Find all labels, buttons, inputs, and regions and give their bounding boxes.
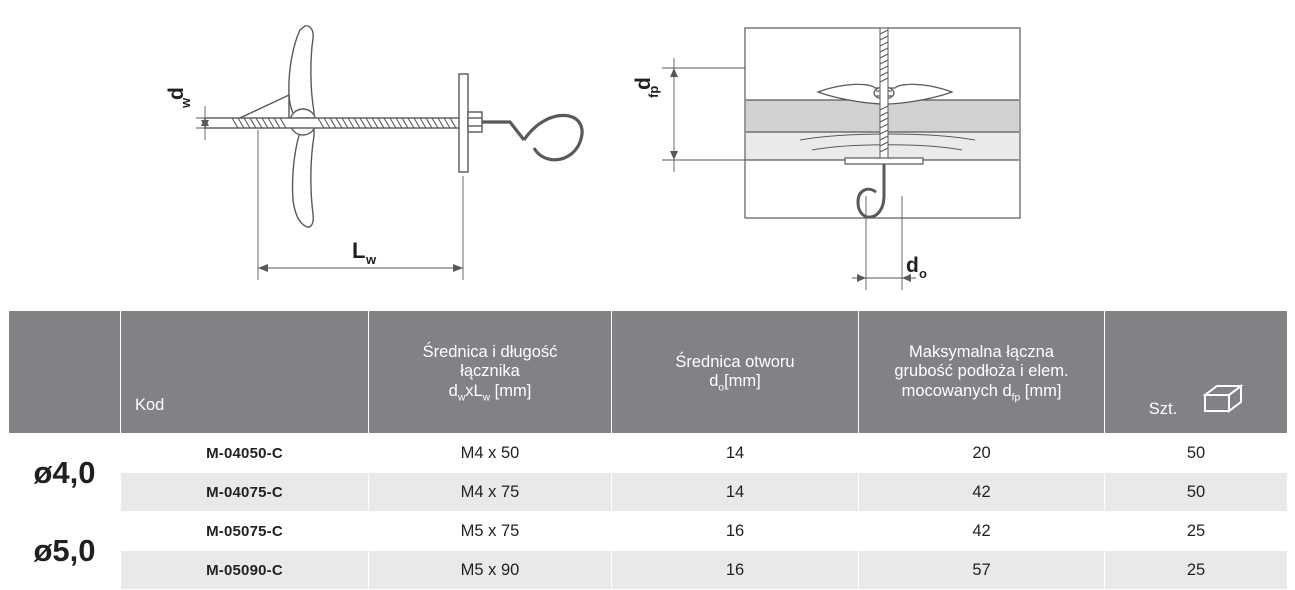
cell-hole-diameter-4: 16 [612, 551, 859, 590]
cell-quantity-4: 25 [1105, 551, 1288, 590]
cell-size-1: ø4,0 [9, 434, 121, 512]
header-size [9, 311, 121, 434]
svg-text:d: d [165, 87, 188, 100]
cell-diameter-length-3: M5 x 75 [369, 512, 612, 551]
header-hd-line2 [612, 372, 858, 394]
cell-hole-diameter-3: 16 [612, 512, 859, 551]
table-row [9, 551, 1288, 590]
header-hd-line1: Średnica otworu [675, 352, 795, 371]
svg-text:o: o [919, 266, 927, 281]
cell-max-thickness-3: 42 [859, 512, 1105, 551]
hook-shank [482, 122, 524, 140]
svg-text:d: d [632, 77, 655, 90]
svg-text:w: w [178, 97, 193, 108]
cell-size-2: ø5,0 [9, 512, 121, 590]
table-header-row [9, 311, 1288, 434]
open-hook [524, 115, 582, 159]
right-view-group [662, 28, 1020, 290]
hex-nut [468, 112, 482, 132]
label-dfp [632, 77, 661, 98]
header-hd-pre: d [709, 372, 719, 390]
table-header [9, 311, 1288, 434]
label-do [906, 254, 927, 281]
cell-hole-diameter-1: 14 [612, 434, 859, 473]
header-quantity-label: Szt. [1148, 399, 1178, 418]
cell-kod-2: M-04075-C [121, 473, 369, 512]
cell-diameter-length-4: M5 x 90 [369, 551, 612, 590]
header-mt-line3 [859, 381, 1104, 404]
header-dl-sub1: w [457, 392, 466, 404]
cell-kod-1: M-04050-C [121, 434, 369, 473]
cell-diameter-length-2: M4 x 75 [369, 473, 612, 512]
header-dl-line2: łącznika [460, 362, 520, 381]
cell-quantity-3: 25 [1105, 512, 1288, 551]
label-dw [165, 87, 193, 109]
box-icon [1203, 384, 1243, 419]
cell-max-thickness-1: 20 [859, 434, 1105, 473]
label-lw [352, 238, 377, 267]
header-dl-line1: Średnica i długość [422, 342, 558, 361]
table-row [9, 434, 1288, 473]
svg-text:fp: fp [646, 85, 661, 98]
table-row [9, 512, 1288, 551]
header-dl-sub2: w [482, 392, 491, 404]
specification-table-wrapper [8, 310, 1287, 590]
header-diameter-length [369, 311, 612, 434]
cell-quantity-2: 50 [1105, 473, 1288, 512]
table-body [9, 434, 1288, 590]
header-mt-line1: Maksymalna łączna [909, 342, 1054, 361]
cell-max-thickness-2: 42 [859, 473, 1105, 512]
header-dl-line3 [369, 381, 611, 404]
svg-text:d: d [906, 254, 919, 277]
cell-hole-diameter-2: 14 [612, 473, 859, 512]
washer-plate-section [845, 158, 923, 164]
header-hole-diameter [612, 311, 859, 434]
header-hd-post: [mm] [724, 372, 761, 390]
vertical-rod [880, 28, 888, 160]
header-dl-pre: d [448, 381, 458, 400]
header-quantity [1105, 311, 1288, 434]
specification-table [8, 310, 1288, 590]
header-mt-line2: grubość podłoża i elem. [894, 362, 1069, 381]
cell-max-thickness-4: 57 [859, 551, 1105, 590]
cell-diameter-length-1: M4 x 50 [369, 434, 612, 473]
cell-kod-4: M-05090-C [121, 551, 369, 590]
washer-plate [459, 74, 468, 172]
header-max-thickness [859, 311, 1105, 434]
header-mt-sub: fp [1011, 392, 1021, 404]
header-dl-post: [mm] [490, 381, 532, 400]
svg-text:w: w [366, 252, 377, 267]
header-dl-mid: xL [465, 381, 483, 400]
header-hd-sub: o [718, 382, 725, 394]
cell-quantity-1: 50 [1105, 434, 1288, 473]
cell-kod-3: M-05075-C [121, 512, 369, 551]
left-view-group [196, 26, 582, 280]
header-kod: Kod [121, 311, 369, 434]
header-mt-post: [mm] [1020, 381, 1062, 400]
header-mt-pre: mocowanych d [901, 381, 1012, 400]
svg-text:L: L [352, 238, 366, 263]
table-row [9, 473, 1288, 512]
